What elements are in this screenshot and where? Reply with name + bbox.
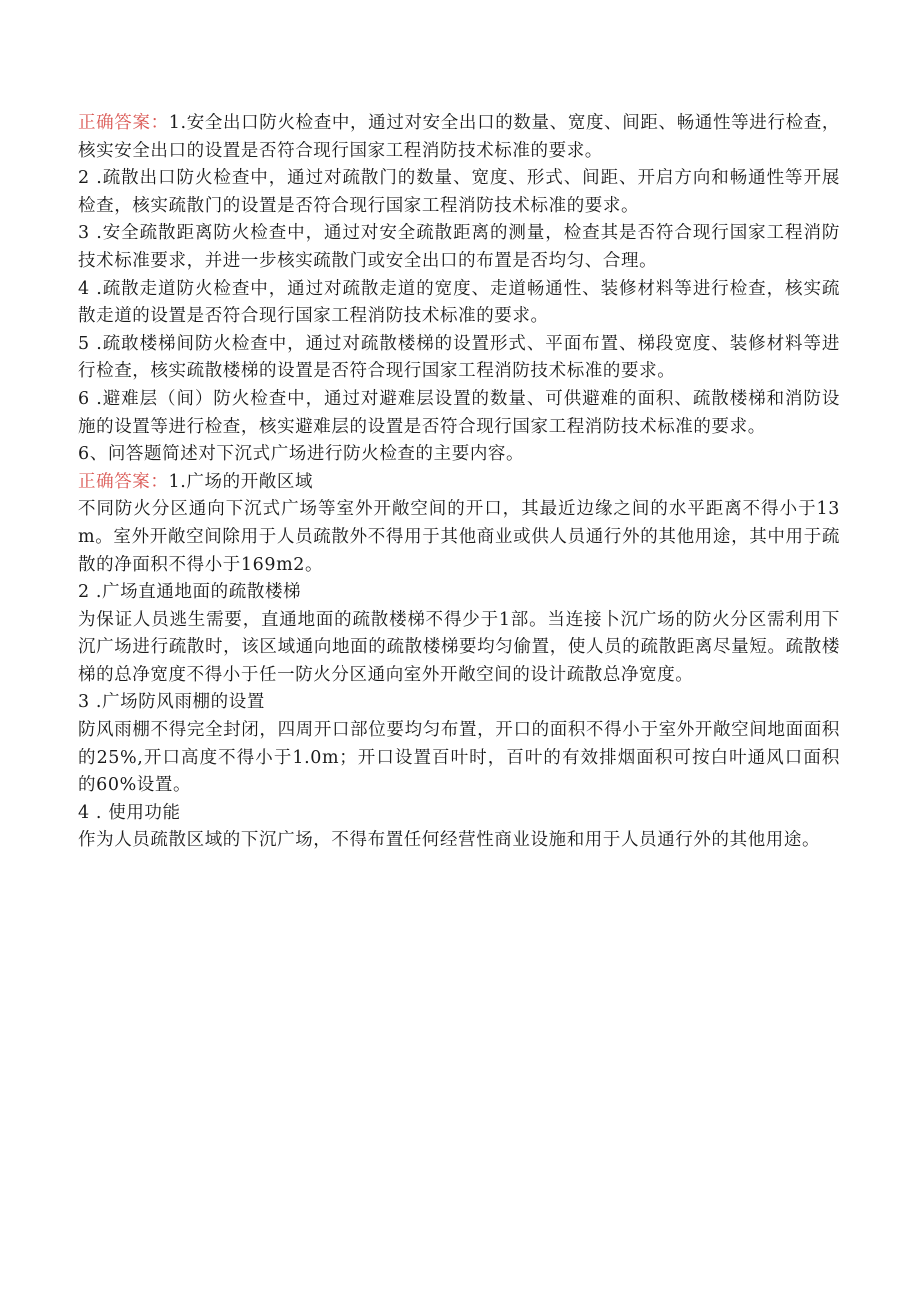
section-heading-3: 3 .广场防风雨棚的设置	[78, 692, 265, 713]
section-body-3: 防风雨棚不得完全封闭，四周开口部位要均匀布置，开口的面积不得小于室外开敞空间地面面积的25%,开口高度不得小于1.0m；开口设置百叶时，百叶的有效排烟面积可按白叶通风口面积的60%设置。	[78, 720, 840, 796]
section-heading-4: 4 . 使用功能	[78, 802, 181, 823]
answer-label: 正确答案：	[78, 471, 169, 492]
answer-item-6: 6 .避难层（间）防火检查中，通过对避难层设置的数量、可供避难的面积、疏散楼梯和消防设施的设置等进行检查，核实避难层的设置是否符合现行国家工程消防技术标准的要求。	[78, 388, 840, 437]
section-body-4: 作为人员疏散区域的下沉广场，不得布置任何经营性商业设施和用于人员通行外的其他用途。	[78, 830, 821, 851]
answer-label: 正确答案：	[78, 113, 169, 133]
section-heading-1: 1.广场的开敞区域	[168, 471, 314, 492]
answer-item-1: 1.安全出口防火检查中，通过对安全出口的数量、宽度、间距、畅通性等进行检查，核实安全出口的设置是否符合现行国家工程消防技术标准的要求。	[78, 113, 840, 161]
answer-paragraph-2	[78, 469, 840, 497]
section-body-2: 为保证人员逃生需要，直通地面的疏散楼梯不得少于1部。当连接卜沉广场的防火分区需利用下沉广场进行疏散时，该区域通向地面的疏散楼梯要均匀偷置，使人员的疏散距离尽量短。疏散楼梯的总净宽度不得小于任一防火分区通向室外开敞空间的设计疏散总净宽度。	[78, 609, 840, 685]
document-page	[78, 110, 840, 855]
section-body-1: 不同防火分区通向下沉式广场等室外开敞空间的开口，其最近边缘之间的水平距离不得小于13m。室外开敞空间除用于人员疏散外不得用于其他商业或供人员通行外的其他用途，其中用于疏散的净面积不得小于169m2。	[78, 499, 840, 575]
answer-paragraph-1	[78, 110, 840, 165]
question-6: 6、问答题简述对下沉式广场进行防火检查的主要内容。	[78, 444, 525, 465]
answer-item-2: 2 .疏散出口防火检查中，通过对疏散门的数量、宽度、形式、间距、开启方向和畅通性等开展检查，核实疏散门的设置是否符合现行国家工程消防技术标准的要求。	[78, 168, 840, 216]
section-heading-2: 2 .广场直通地面的疏散楼梯	[78, 582, 302, 603]
answer-item-4: 4 .疏散走道防火检查中，通过对疏散走道的宽度、走道畅通性、装修材料等进行检查，核实疏散走道的设置是否符合现行国家工程消防技术标准的要求。	[78, 278, 840, 327]
answer-item-5: 5 .疏敢楼梯间防火检查中，通过对疏散楼梯的设置形式、平面布置、梯段宽度、装修材料等进行检查，核实疏散楼梯的设置是否符合现行国家工程消防技术标准的要求。	[78, 333, 840, 382]
answer-item-3: 3 .安全疏散距离防火检查中，通过对安全疏散距离的测量，检查其是否符合现行国家工程消防技术标准要求，并进一步核实疏散门或安全出口的布置是否均匀、合理。	[78, 223, 840, 271]
